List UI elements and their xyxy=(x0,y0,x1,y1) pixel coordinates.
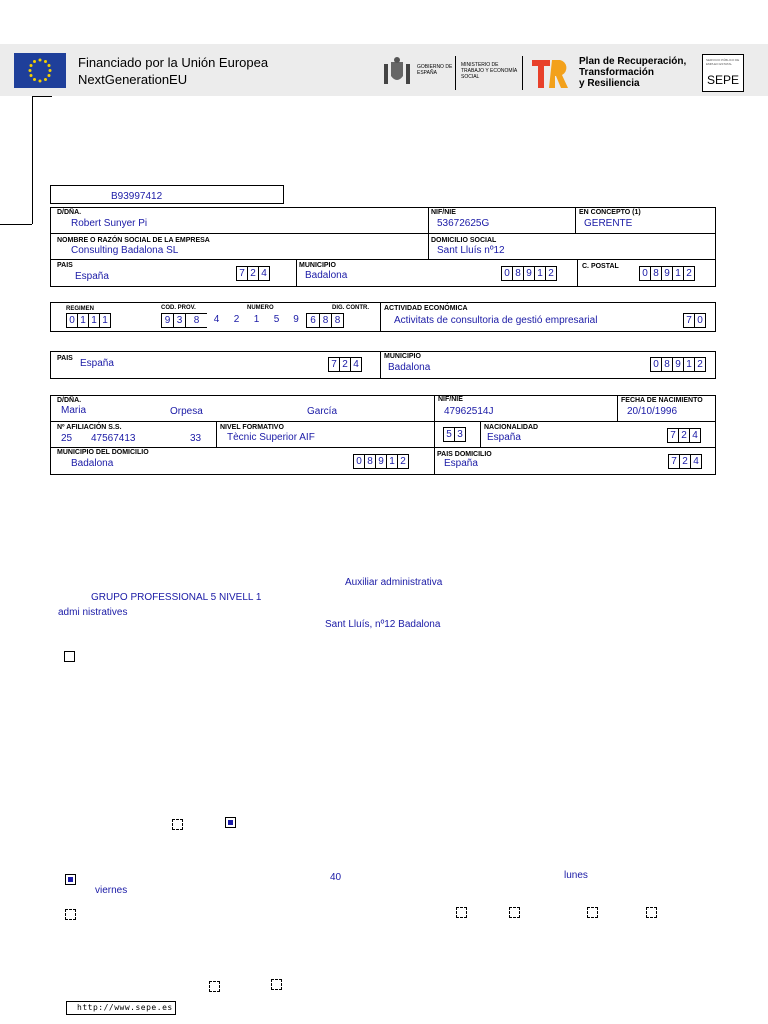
code-digit-cell: 1 xyxy=(534,266,546,281)
code-digit-cell: 9 xyxy=(672,357,684,372)
ministerio-text: MINISTERIO DE TRABAJO Y ECONOMÍA SOCIAL xyxy=(461,62,517,80)
code-digit-cell: 8 xyxy=(364,454,376,469)
code-digit-cell: 0 xyxy=(353,454,365,469)
header-divider xyxy=(455,56,456,90)
worker-col-divider xyxy=(480,421,481,447)
cp-label: C. POSTAL xyxy=(582,263,619,270)
option-checkbox[interactable] xyxy=(172,819,183,830)
code-digit-cell: 2 xyxy=(678,428,690,443)
eu-funding-line1: Financiado por la Unión Europea xyxy=(78,55,269,70)
option-checkbox[interactable] xyxy=(587,907,598,918)
code-digit-cell: 1 xyxy=(386,454,398,469)
ccc-code[interactable] xyxy=(161,313,344,328)
code-digit-cell: 7 xyxy=(683,313,695,328)
code-digit-cell: 5 xyxy=(443,427,455,442)
centro-trabajo-value[interactable]: Sant Lluís, nº12 Badalona xyxy=(325,619,441,630)
plan-line2: Transformación xyxy=(579,67,655,78)
municipio-domicilio-code[interactable] xyxy=(353,454,409,469)
workplace-block xyxy=(50,351,716,379)
rep-nif-value[interactable]: 53672625G xyxy=(437,218,490,229)
worker-apellido2[interactable]: García xyxy=(307,406,338,417)
razon-social-label: NOMBRE O RAZÓN SOCIAL DE LA EMPRESA xyxy=(57,237,210,244)
dig-contr-label: DIG. CONTR. xyxy=(332,305,369,311)
code-digit-cell: 2 xyxy=(339,357,351,372)
code-digit-cell: 1 xyxy=(77,313,89,328)
worker-name-label: D/DÑA. xyxy=(57,397,82,404)
worker-nif-value[interactable]: 47962514J xyxy=(444,406,494,417)
company-municipio-code[interactable] xyxy=(501,266,557,281)
representative-label: D/DÑA. xyxy=(57,209,82,216)
code-digit-cell: 4 xyxy=(258,266,270,281)
afiliacion-numero[interactable]: 47567413 xyxy=(91,433,136,444)
worker-apellido1[interactable]: Orpesa xyxy=(170,406,203,417)
pais-domicilio-label: PAIS DOMICILIO xyxy=(437,451,492,458)
margin-mark xyxy=(32,96,52,97)
company-row-divider xyxy=(50,233,716,234)
puesto-value[interactable]: Auxiliar administrativa xyxy=(345,577,443,588)
code-digit-cell: 0 xyxy=(66,313,78,328)
code-digit-cell: 7 xyxy=(668,454,680,469)
code-digit-cell: 7 xyxy=(328,357,340,372)
sepe-logo xyxy=(702,54,744,92)
worker-col-divider xyxy=(617,395,618,421)
plan-line1: Plan de Recuperación, xyxy=(579,56,687,67)
nivel-formativo-value[interactable]: Tècnic Superior AIF xyxy=(227,432,315,443)
nacionalidad-label: NACIONALIDAD xyxy=(484,424,539,431)
company-nif-field[interactable] xyxy=(50,185,284,204)
company-pais-value[interactable]: España xyxy=(75,271,109,282)
code-digit-cell: 0 xyxy=(501,266,513,281)
code-digit-cell: 0 xyxy=(694,313,706,328)
workplace-col-divider xyxy=(380,351,381,379)
code-digit-cell: 4 xyxy=(690,454,702,469)
option-checkbox[interactable] xyxy=(209,981,220,992)
code-digit-cell: 8 xyxy=(512,266,524,281)
eu-flag-icon xyxy=(14,53,66,88)
code-digit-cell: 5 xyxy=(273,314,280,325)
ccc-block xyxy=(50,302,716,332)
code-digit-cell: 9 xyxy=(523,266,535,281)
company-municipio-value[interactable]: Badalona xyxy=(305,270,348,281)
actividad-value[interactable]: Activitats de consultoria de gestió empresarial xyxy=(394,315,598,326)
razon-social-value[interactable]: Consulting Badalona SL xyxy=(71,245,179,256)
dia-fin-value[interactable]: viernes xyxy=(95,885,128,896)
code-digit-cell: 4 xyxy=(350,357,362,372)
worker-nif-label: NIF/NIE xyxy=(438,396,463,403)
nivel-formativo-code[interactable] xyxy=(443,427,466,442)
afiliacion-prov[interactable]: 25 xyxy=(61,433,73,444)
company-col-divider xyxy=(428,207,429,259)
workplace-municipio-code[interactable] xyxy=(650,357,706,372)
code-digit-cell: 8 xyxy=(331,313,344,328)
code-digit-cell: 9 xyxy=(286,313,307,328)
worker-col-divider xyxy=(216,421,217,447)
representative-value[interactable]: Robert Sunyer Pi xyxy=(71,218,148,229)
cp-code[interactable] xyxy=(639,266,695,281)
margin-mark xyxy=(32,96,33,224)
sepe-url-link[interactable]: http://www.sepe.es xyxy=(77,1003,173,1012)
code-digit-cell: 6 xyxy=(306,313,320,328)
jornada-completa-checkbox[interactable] xyxy=(65,874,76,885)
company-col-divider xyxy=(577,259,578,287)
prtr-logo-icon xyxy=(530,56,570,90)
funciones-value[interactable]: admi nistratives xyxy=(58,607,128,618)
code-digit-cell: 1 xyxy=(99,313,111,328)
company-col-divider xyxy=(296,259,297,287)
option-checkbox[interactable] xyxy=(456,907,467,918)
afiliacion-label: Nº AFILIACIÓN S.S. xyxy=(57,424,122,431)
pais-domicilio-code[interactable] xyxy=(668,454,702,469)
code-digit-cell: 2 xyxy=(683,266,695,281)
fecha-nacimiento-label: FECHA DE NACIMIENTO xyxy=(621,397,703,404)
actividad-code[interactable] xyxy=(683,313,706,328)
code-digit-cell: 9 xyxy=(661,266,673,281)
numero-label: NUMERO xyxy=(247,305,274,311)
sepe-small-text: SERVICIO PÚBLICO DE EMPLEO ESTATAL xyxy=(706,58,740,66)
code-digit-cell: 2 xyxy=(247,266,259,281)
footer-url-box xyxy=(66,1001,176,1015)
option-checkbox[interactable] xyxy=(646,907,657,918)
dia-inicio-value[interactable]: lunes xyxy=(564,870,588,881)
code-digit-cell: 8 xyxy=(186,313,207,328)
code-digit-cell: 9 xyxy=(375,454,387,469)
cod-prov-label: COD. PROV. xyxy=(161,305,196,311)
workplace-pais-value[interactable]: España xyxy=(80,358,114,369)
eu-funding-line2: NextGenerationEU xyxy=(78,72,188,87)
code-digit-cell: 2 xyxy=(694,357,706,372)
option-checkbox-checked[interactable] xyxy=(225,817,236,828)
margin-mark xyxy=(0,224,32,225)
worker-row-divider xyxy=(50,421,716,422)
worker-col-divider xyxy=(434,395,435,475)
workplace-pais-code[interactable] xyxy=(328,357,362,372)
code-digit-cell: 3 xyxy=(454,427,466,442)
code-digit-cell: 0 xyxy=(650,357,662,372)
option-checkbox[interactable] xyxy=(509,907,520,918)
nacionalidad-code[interactable] xyxy=(667,428,701,443)
code-digit-cell: 7 xyxy=(667,428,679,443)
code-digit-cell: 2 xyxy=(545,266,557,281)
regimen-label: REGIMEN xyxy=(66,306,95,312)
worker-nombre[interactable]: Maria xyxy=(61,405,87,416)
company-pais-code[interactable] xyxy=(236,266,270,281)
grupo-profesional-value[interactable]: GRUPO PROFESSIONAL 5 NIVELL 1 xyxy=(91,592,262,603)
plan-line3: y Resiliencia xyxy=(579,78,640,89)
code-digit-cell: 1 xyxy=(88,313,100,328)
jornada-parcial-checkbox[interactable] xyxy=(65,909,76,920)
fecha-nacimiento-value[interactable]: 20/10/1996 xyxy=(627,406,678,417)
municipio-domicilio-label: MUNICIPIO DEL DOMICILIO xyxy=(57,449,149,456)
concepto-value[interactable]: GERENTE xyxy=(584,218,633,229)
workplace-municipio-value[interactable]: Badalona xyxy=(388,362,431,373)
concepto-label: EN CONCEPTO (1) xyxy=(579,209,641,216)
pais-domicilio-value[interactable]: España xyxy=(444,458,478,469)
code-digit-cell: 8 xyxy=(650,266,662,281)
code-digit-cell: 3 xyxy=(173,313,186,328)
spain-coat-of-arms-icon xyxy=(382,56,412,88)
horas-semanales-value[interactable]: 40 xyxy=(330,872,342,883)
clause-checkbox[interactable] xyxy=(64,651,75,662)
header-divider xyxy=(522,56,523,90)
municipio-domicilio-value[interactable]: Badalona xyxy=(71,458,114,469)
actividad-label: ACTIVIDAD ECONÓMICA xyxy=(384,305,468,312)
regimen-code[interactable] xyxy=(66,313,111,328)
company-row-divider xyxy=(50,259,716,260)
code-digit-cell: 4 xyxy=(213,314,220,325)
company-municipio-label: MUNICIPIO xyxy=(299,262,336,269)
code-digit-cell: 8 xyxy=(319,313,332,328)
sepe-big-text: SEPE xyxy=(707,73,740,87)
domicilio-value[interactable]: Sant Lluís nº12 xyxy=(437,245,505,256)
company-nif-value: B93997412 xyxy=(111,191,163,202)
nacionalidad-value[interactable]: España xyxy=(487,432,521,443)
code-digit-cell: 9 xyxy=(161,313,174,328)
code-digit-cell: 2 xyxy=(233,314,240,325)
code-digit-cell: 7 xyxy=(236,266,248,281)
code-digit-cell: 2 xyxy=(397,454,409,469)
workplace-pais-label: PAIS xyxy=(57,355,73,362)
company-pais-label: PAIS xyxy=(57,262,73,269)
domicilio-label: DOMICILIO SOCIAL xyxy=(431,237,497,244)
code-digit-cell: 1 xyxy=(672,266,684,281)
code-digit-cell: 2 xyxy=(679,454,691,469)
gobierno-text: GOBIERNO DE ESPAÑA xyxy=(417,64,453,76)
rep-nif-label: NIF/NIE xyxy=(431,209,456,216)
nivel-formativo-label: NIVEL FORMATIVO xyxy=(220,424,284,431)
code-digit-cell: 1 xyxy=(683,357,695,372)
option-checkbox[interactable] xyxy=(271,979,282,990)
company-col-divider xyxy=(575,207,576,233)
worker-row-divider xyxy=(50,447,716,448)
afiliacion-dc[interactable]: 33 xyxy=(190,433,202,444)
code-digit-cell: 8 xyxy=(661,357,673,372)
code-digit-cell: 1 xyxy=(253,314,260,325)
code-digit-cell: 0 xyxy=(639,266,651,281)
ccc-col-divider xyxy=(380,302,381,332)
code-digit-cell: 4 xyxy=(689,428,701,443)
workplace-municipio-label: MUNICIPIO xyxy=(384,353,421,360)
